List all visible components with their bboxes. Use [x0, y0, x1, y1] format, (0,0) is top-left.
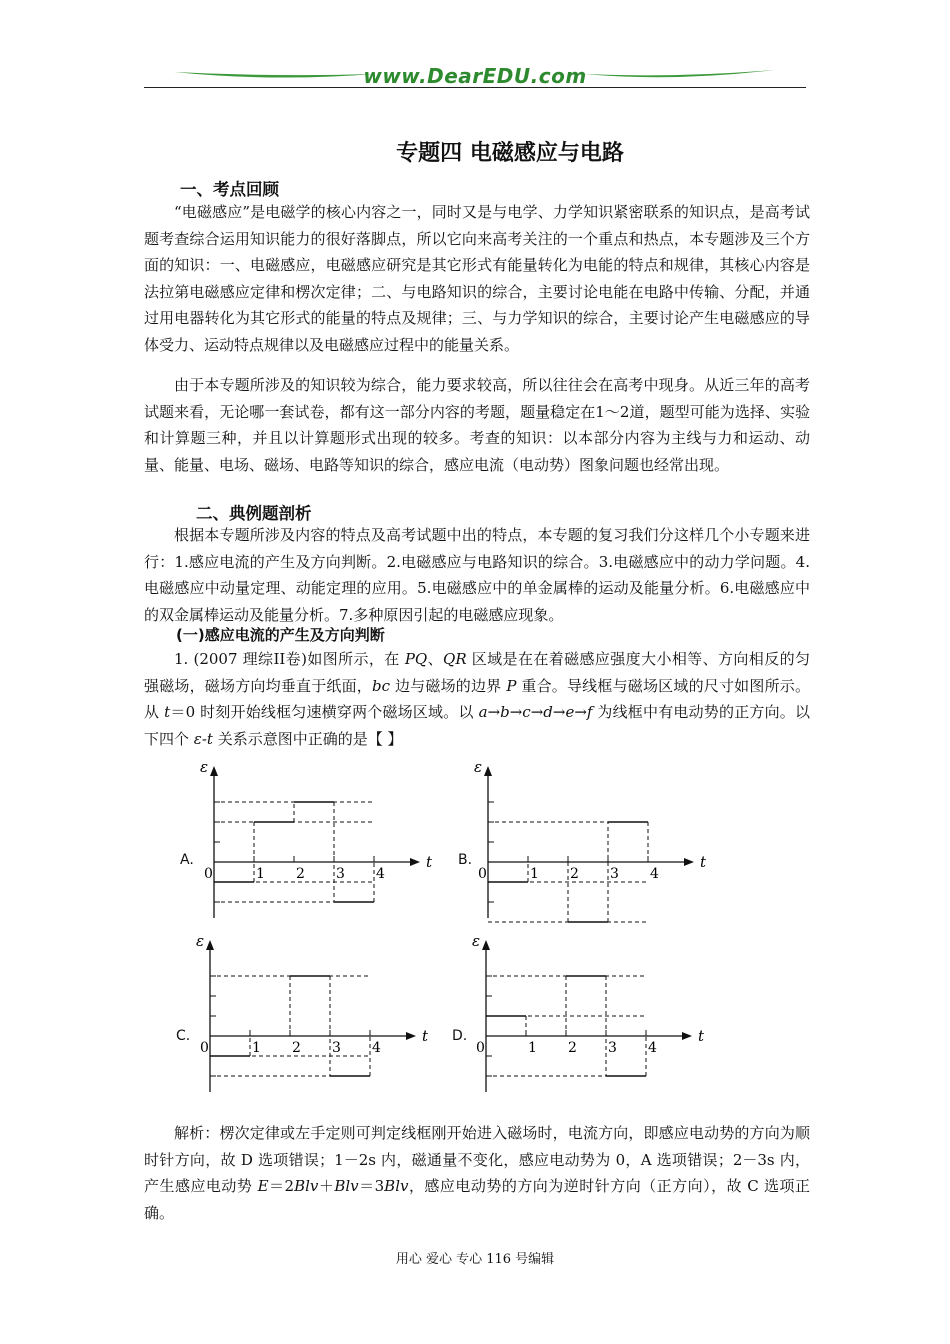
page-header: [144, 60, 806, 90]
option-label: D.: [452, 1028, 468, 1044]
section1-paragraph2: 由于本专题所涉及的知识较为综合，能力要求较高，所以往往会在高考中现身。从近三年的高考试题来看，无论哪一套试卷，都有这一部分内容的考题，题量稳定在1～2道，题型可能为选择、实验和计算题三种，并且以计算题形式出现的较多。考查的知识：以本部分内容为主线与力和运动、动量、能量、电场、磁场、电路等知识的综合，感应电流（电动势）图象问题也经常出现。: [144, 376, 810, 474]
header-rule: [144, 87, 806, 88]
y-axis-label: ε: [200, 758, 209, 776]
right-swoosh-icon: [584, 68, 774, 80]
x-axis-label: t: [700, 853, 707, 871]
y-axis-label: ε: [472, 932, 481, 950]
x-tick-label: 3: [608, 1040, 617, 1056]
epsilon-axis-arrow: [484, 766, 492, 776]
y-axis-label: ε: [474, 758, 483, 776]
page-title: 专题四 电磁感应与电路: [396, 141, 624, 166]
graph-a: [184, 758, 433, 932]
x-tick-label: 3: [610, 866, 619, 882]
x-tick-label: 1: [528, 1040, 537, 1056]
x-tick-label: 4: [650, 866, 659, 882]
x-tick-label: 4: [372, 1040, 381, 1056]
section1-heading: 一、考点回顾: [180, 180, 279, 199]
x-tick-label: 4: [648, 1040, 657, 1056]
x-tick-label: 4: [376, 866, 385, 882]
option-label: A.: [180, 852, 194, 868]
x-tick-label: 1: [256, 866, 265, 882]
x-axis-label: t: [698, 1027, 705, 1045]
x-tick-label: 0: [200, 1040, 209, 1056]
question-1: 1. (2007 理综II卷)如图所示，在 PQ、QR 区域是在在着磁感应强度大小相等、方向相反的匀强磁场，磁场方向均垂直于纸面，bc 边与磁场的边界 P 重合。导线框与磁场区域的尺寸如图所示。从 t＝0 时刻开始线框匀速横穿两个磁场区域。以 a→b→c→d→e→f 为线框中有电动势的正方向。以下四个 ε-t 关系示意图中正确的是【 】: [144, 650, 810, 748]
section2-heading: 二、典例题剖析: [196, 504, 312, 523]
page-footer: 用心 爱心 专心 116 号编辑: [395, 1252, 555, 1267]
graph-d: [456, 932, 705, 1106]
site-logo: www.DearEDU.com: [363, 64, 587, 88]
x-tick-label: 0: [204, 866, 213, 882]
option-label: B.: [458, 852, 473, 868]
t-axis-arrow: [406, 1032, 416, 1040]
x-tick-label: 1: [530, 866, 539, 882]
x-tick-label: 2: [292, 1040, 301, 1056]
epsilon-axis-arrow: [482, 940, 490, 950]
x-axis-label: t: [426, 853, 433, 871]
x-axis-label: t: [422, 1027, 429, 1045]
x-tick-label: 2: [570, 866, 579, 882]
x-tick-label: 1: [252, 1040, 261, 1056]
x-tick-label: 2: [296, 866, 305, 882]
graph-c: [180, 932, 429, 1106]
t-axis-arrow: [410, 858, 420, 866]
x-tick-label: 3: [332, 1040, 341, 1056]
x-tick-label: 0: [476, 1040, 485, 1056]
epsilon-axis-arrow: [206, 940, 214, 950]
x-tick-label: 0: [478, 866, 487, 882]
section2-paragraph1: 根据本专题所涉及内容的特点及高考试题中出的特点，本专题的复习我们分这样几个小专题来进行：1.感应电流的产生及方向判断。2.电磁感应与电路知识的综合。3.电磁感应中的动力学问题。4.电磁感应中动量定理、动能定理的应用。5.电磁感应中的单金属棒的运动及能量分析。6.电磁感应中的双金属棒运动及能量分析。7.多种原因引起的电磁感应现象。: [144, 526, 810, 624]
subsection-title: (一)感应电流的产生及方向判断: [176, 626, 385, 644]
graph-b: [458, 758, 707, 932]
t-axis-arrow: [682, 1032, 692, 1040]
y-axis-label: ε: [196, 932, 205, 950]
analysis-paragraph: 解析：楞次定律或左手定则可判定线框刚开始进入磁场时，电流方向，即感应电动势的方向为顺时针方向，故 D 选项错误；1－2s 内，磁通量不变化，感应电动势为 0，A 选项错误；2－3s 内，产生感应电动势 E＝2Blv＋Blv＝3Blv，感应电动势的方向为逆时针方向（正方向），故 C 选项正确。: [144, 1124, 810, 1222]
epsilon-axis-arrow: [210, 766, 218, 776]
x-tick-label: 2: [568, 1040, 577, 1056]
x-tick-label: 3: [336, 866, 345, 882]
section1-paragraph1: “电磁感应”是电磁学的核心内容之一，同时又是与电学、力学知识紧密联系的知识点，是高考试题考查综合运用知识能力的很好落脚点，所以它向来高考关注的一个重点和热点，本专题涉及三个方面的知识：一、电磁感应，电磁感应研究是其它形式有能量转化为电能的特点和规律，其核心内容是法拉第电磁感应定律和楞次定律；二、与电路知识的综合，主要讨论电能在电路中传输、分配，并通过用电器转化为其它形式的能量的特点及规律；三、与力学知识的综合，主要讨论产生电磁感应的导体受力、运动特点规律以及电磁感应过程中的能量关系。: [144, 203, 810, 354]
t-axis-arrow: [684, 858, 694, 866]
option-label: C.: [176, 1028, 191, 1044]
